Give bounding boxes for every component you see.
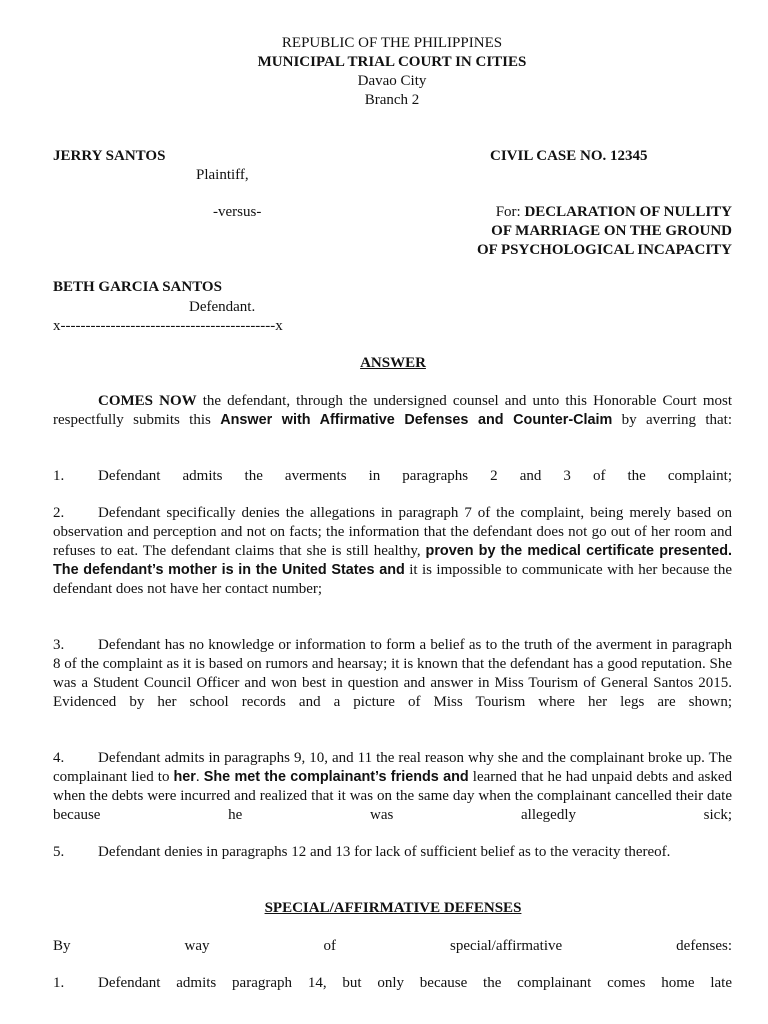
intro-paragraph xyxy=(53,392,732,430)
plaintiff-role: Plaintiff, xyxy=(196,167,249,183)
defendant-role: Defendant. xyxy=(189,299,256,315)
paragraph-4 xyxy=(53,749,732,825)
comes-now: COMES NOW xyxy=(98,393,197,409)
paragraph-2 xyxy=(53,504,732,599)
special-defense-1-text: Defendant admits paragraph 14, but only because the complainant comes home late xyxy=(98,975,732,991)
paragraph-1-number: 1. xyxy=(53,468,65,484)
special-defense-1 xyxy=(53,974,732,993)
paragraph-1-text: Defendant admits the averments in paragraphs 2 and 3 of the complaint; xyxy=(98,468,732,484)
plaintiff-name: JERRY SANTOS xyxy=(53,148,166,164)
defendant-name: BETH GARCIA SANTOS xyxy=(53,279,222,295)
title-text: ANSWER xyxy=(360,355,426,371)
paragraph-5 xyxy=(53,843,732,862)
case-subject-line2: OF MARRIAGE ON THE GROUND xyxy=(491,223,732,239)
paragraph-2-text-2: it is impossible to communicate with her because the defendant does not have her contact number; xyxy=(53,562,732,597)
special-defenses-heading-text: SPECIAL/AFFIRMATIVE DEFENSES xyxy=(264,900,522,916)
intro-bold: Answer with Affirmative Defenses and Counter-Claim xyxy=(220,412,613,428)
header-court: MUNICIPAL TRIAL COURT IN CITIES xyxy=(257,54,527,70)
for-subject-1: DECLARATION OF NULLITY xyxy=(524,204,732,220)
paragraph-3-text: Defendant has no knowledge or information to form a belief as to the truth of the averment in paragraph 8 of the complaint as it is based on rumors and hearsay; it is known that the defendant has a good reputation. She was a Student Council Officer and won best in question and answer in Miss Tourism of General Santos 2015. Evidenced by her school records and a picture of Miss Tourism where her legs are shown; xyxy=(53,637,732,710)
intro-text-1: the defendant, through the undersigned counsel and unto this Honorable Court most respectfully submits this xyxy=(53,393,732,428)
paragraph-2-bold: proven by the medical certificate presented. The defendant’s mother is in the United States and xyxy=(53,543,732,578)
versus-label: -versus- xyxy=(213,204,262,220)
header-republic: REPUBLIC OF THE PHILIPPINES xyxy=(281,35,503,51)
paragraph-4-text-1: Defendant admits in paragraphs 9, 10, and 11 the real reason why she and the complainant broke up. The complainant lied to xyxy=(53,750,732,785)
paragraph-4-text-3: learned that he had unpaid debts and asked when the debts were incurred and realized that it was on the same day when the complainant cancelled their date because he was allegedly sick; xyxy=(53,769,732,823)
case-subject-line3: OF PSYCHOLOGICAL INCAPACITY xyxy=(476,242,732,258)
paragraph-4-text-2: . xyxy=(195,769,204,785)
paragraph-2-number: 2. xyxy=(53,505,65,521)
case-subject-line1 xyxy=(0,203,732,222)
paragraph-5-number: 5. xyxy=(53,844,65,860)
special-defenses-heading xyxy=(0,899,768,918)
paragraph-4-number: 4. xyxy=(53,750,65,766)
document-title xyxy=(0,354,768,373)
court-header xyxy=(0,34,768,110)
paragraph-3 xyxy=(53,636,732,712)
special-defense-1-number: 1. xyxy=(53,975,65,991)
header-branch: Branch 2 xyxy=(364,92,420,108)
for-label: For: xyxy=(495,204,521,220)
caption-separator: x-------------------------------------------x xyxy=(53,318,283,334)
paragraph-1 xyxy=(53,467,732,486)
paragraph-3-number: 3. xyxy=(53,637,65,653)
case-number: CIVIL CASE NO. 12345 xyxy=(490,148,648,164)
paragraph-4-bold-1: her xyxy=(173,769,196,785)
header-city: Davao City xyxy=(357,73,427,89)
paragraph-2-text-1: Defendant specifically denies the allegations in paragraph 7 of the complaint, being merely based on observation and perception and not on facts; the information that the defendant does not go out of her room and refuses to eat. The defendant claims that she is still healthy, xyxy=(53,505,732,559)
intro-text-2: by averring that: xyxy=(612,412,732,428)
paragraph-5-text: Defendant denies in paragraphs 12 and 13 for lack of sufficient belief as to the veracity thereof. xyxy=(98,844,671,860)
paragraph-4-bold-2: She met the complainant’s friends and xyxy=(203,769,469,785)
special-defenses-intro: By way of special/affirmative defenses: xyxy=(53,938,732,954)
